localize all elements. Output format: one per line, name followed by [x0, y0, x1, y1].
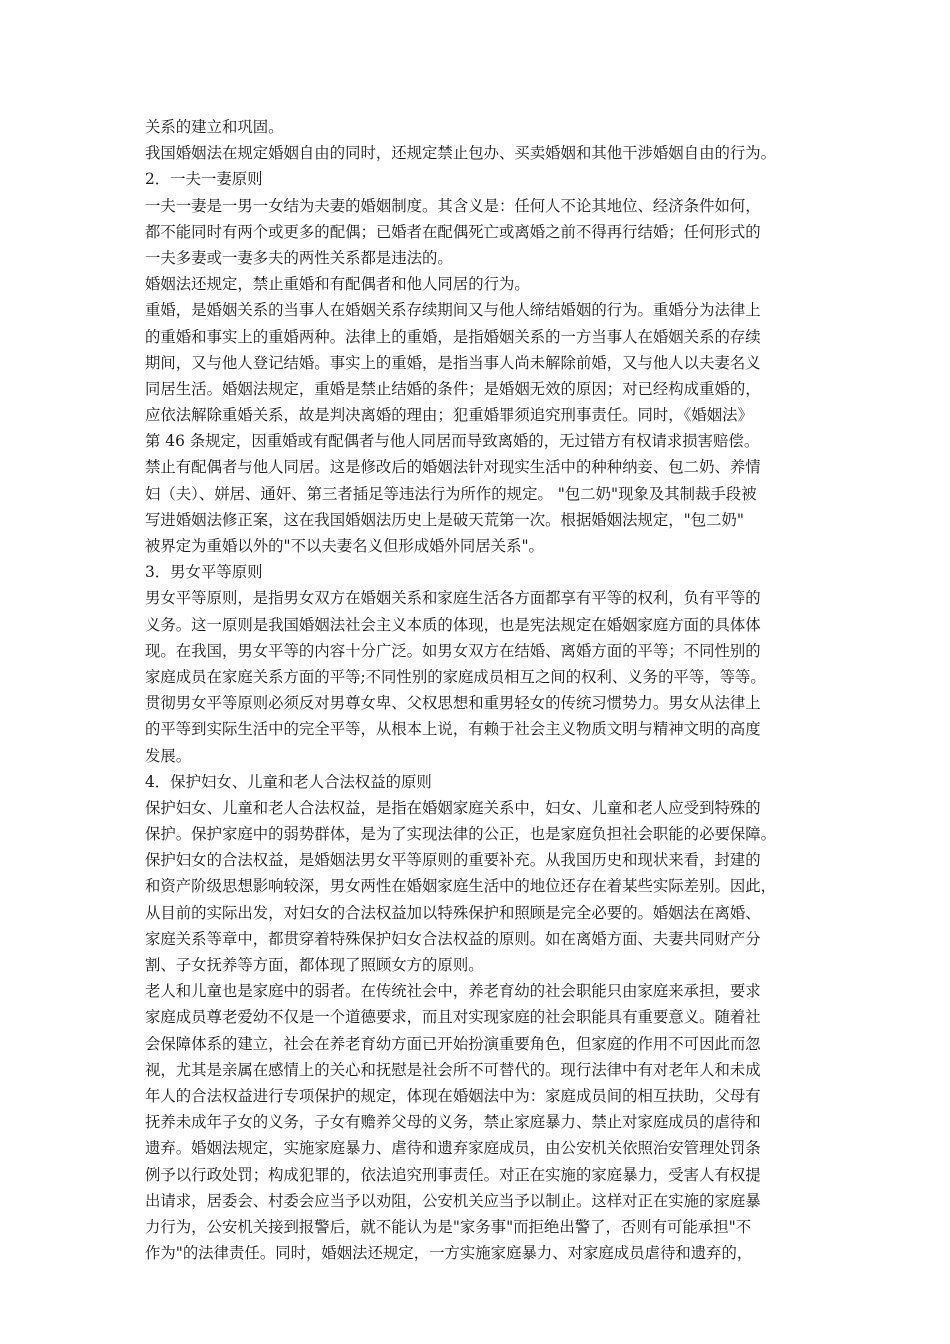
text-line: 贯彻男女平等原则必须反对男尊女卑、父权思想和重男轻女的传统习惯势力。男女从法律上 [145, 694, 761, 713]
text-line: 家庭成员尊老爱幼不仅是一个道德要求，而且对实现家庭的社会职能具有重要意义。随着社 [145, 1008, 761, 1027]
text-line: 关系的建立和巩固。 [145, 118, 284, 136]
section-heading: 3．男女平等原则 [145, 563, 263, 582]
text-line: 的重婚和事实上的重婚两种。法律上的重婚，是指婚姻关系的一方当事人在婚姻关系的存续 [145, 327, 761, 346]
text-line: 会保障体系的建立，社会在养老育幼方面已开始扮演重要角色，但家庭的作用不可因此而忽 [145, 1034, 761, 1053]
text-line: 视，尤其是亲属在感情上的关心和抚慰是社会所不可替代的。现行法律中有对老年人和未成 [145, 1060, 761, 1079]
text-line: 力行为，公安机关接到报警后，就不能认为是"家务事"而拒绝出警了，否则有可能承担"不 [145, 1217, 752, 1236]
text-line: 从目前的实际出发，对妇女的合法权益加以特殊保护和照顾是完全必要的。婚姻法在离婚、 [145, 903, 761, 922]
text-line: 老人和儿童也是家庭中的弱者。在传统社会中，养老育幼的社会职能只由家庭来承担，要求 [145, 982, 761, 1001]
text-line: 例予以行政处罚；构成犯罪的，依法追究刑事责任。对正在实施的家庭暴力，受害人有权提 [145, 1165, 761, 1184]
text-line: 义务。这一原则是我国婚姻法社会主义本质的体现，也是宪法规定在婚姻家庭方面的具体体 [145, 615, 761, 634]
text-line: 和资产阶级思想影响较深，男女两性在婚姻家庭生活中的地位还存在着某些实际差别。因此， [145, 877, 777, 896]
text-line: 被界定为重婚以外的"不以夫妻名义但形成婚外同居关系"。 [145, 537, 544, 555]
text-line: 一夫多妻或一妻多夫的两性关系都是违法的。 [145, 248, 453, 267]
text-line: 发展。 [145, 746, 192, 765]
text-line: 婚姻法还规定，禁止重婚和有配偶者和他人同居的行为。 [145, 275, 530, 294]
section-heading: 4．保护妇女、儿童和老人合法权益的原则 [145, 772, 432, 791]
text-line: 禁止有配偶者与他人同居。这是修改后的婚姻法针对现实生活中的种种纳妾、包二奶、养情 [145, 458, 761, 477]
text-line: 年人的合法权益进行专项保护的规定，体现在婚姻法中为：家庭成员间的相互扶助，父母有 [145, 1086, 761, 1105]
document-body [145, 114, 811, 1266]
text-line: 割、子女抚养等方面，都体现了照顾女方的原则。 [145, 956, 484, 974]
text-line: 都不能同时有两个或更多的配偶；已婚者在配偶死亡或离婚之前不得再行结婚；任何形式的 [145, 222, 761, 241]
text-line: 写进婚姻法修正案，这在我国婚姻法历史上是破天荒第一次。根据婚姻法规定，"包二奶" [145, 510, 745, 529]
text-line: 一夫一妻是一男一女结为夫妻的婚姻制度。其含义是：任何人不论其地位、经济条件如何， [145, 196, 761, 215]
text-line: 第 46 条规定，因重婚或有配偶者与他人同居而导致离婚的，无过错方有权请求损害赔偿。 [145, 432, 760, 451]
text-line: 应依法解除重婚关系，故是判决离婚的理由；犯重婚罪须追究刑事责任。同时，《婚姻法》 [145, 406, 753, 425]
text-line: 男女平等原则，是指男女双方在婚姻关系和家庭生活各方面都享有平等的权利，负有平等的 [145, 589, 761, 608]
text-line: 出请求，居委会、村委会应当予以劝阻，公安机关应当予以制止。这样对正在实施的家庭暴 [145, 1191, 761, 1210]
text-line: 遗弃。婚姻法规定，实施家庭暴力、虐待和遗弃家庭成员，由公安机关依照治安管理处罚条 [145, 1139, 761, 1158]
text-line: 同居生活。婚姻法规定，重婚是禁止结婚的条件；是婚姻无效的原因；对已经构成重婚的， [145, 379, 761, 398]
text-line: 保护。保护家庭中的弱势群体，是为了实现法律的公正，也是家庭负担社会职能的必要保障。 [145, 825, 777, 844]
text-line: 家庭成员在家庭关系方面的平等;不同性别的家庭成员相互之间的权利、义务的平等，等等。 [145, 667, 766, 686]
text-line: 的平等到实际生活中的完全平等，从根本上说，有赖于社会主义物质文明与精神文明的高度 [145, 720, 761, 739]
section-heading: 2．一夫一妻原则 [145, 170, 263, 189]
text-line: 妇（夫）、姘居、通奸、第三者插足等违法行为所作的规定。 "包二奶"现象及其制裁手段被 [145, 484, 757, 503]
text-line: 重婚，是婚姻关系的当事人在婚姻关系存续期间又与他人缔结婚姻的行为。重婚分为法律上 [145, 301, 761, 320]
text-line: 家庭关系等章中，都贯穿着特殊保护妇女合法权益的原则。如在离婚方面、夫妻共同财产分 [145, 929, 761, 948]
text-line: 保护妇女的合法权益，是婚姻法男女平等原则的重要补充。从我国历史和现状来看，封建的 [145, 851, 761, 870]
text-line: 抚养未成年子女的义务，子女有赡养父母的义务，禁止家庭暴力、禁止对家庭成员的虐待和 [145, 1113, 761, 1132]
text-line: 现。在我国，男女平等的内容十分广泛。如男女双方在结婚、离婚方面的平等；不同性别的 [145, 641, 761, 660]
text-line: 保护妇女、儿童和老人合法权益，是指在婚姻家庭关系中，妇女、儿童和老人应受到特殊的 [145, 798, 761, 817]
text-line: 我国婚姻法在规定婚姻自由的同时，还规定禁止包办、买卖婚姻和其他干涉婚姻自由的行为。 [145, 144, 777, 163]
text-line: 作为"的法律责任。同时，婚姻法还规定，一方实施家庭暴力、对家庭成员虐待和遗弃的， [145, 1244, 753, 1263]
text-line: 期间，又与他人登记结婚。事实上的重婚，是指当事人尚未解除前婚，又与他人以夫妻名义 [145, 353, 761, 372]
